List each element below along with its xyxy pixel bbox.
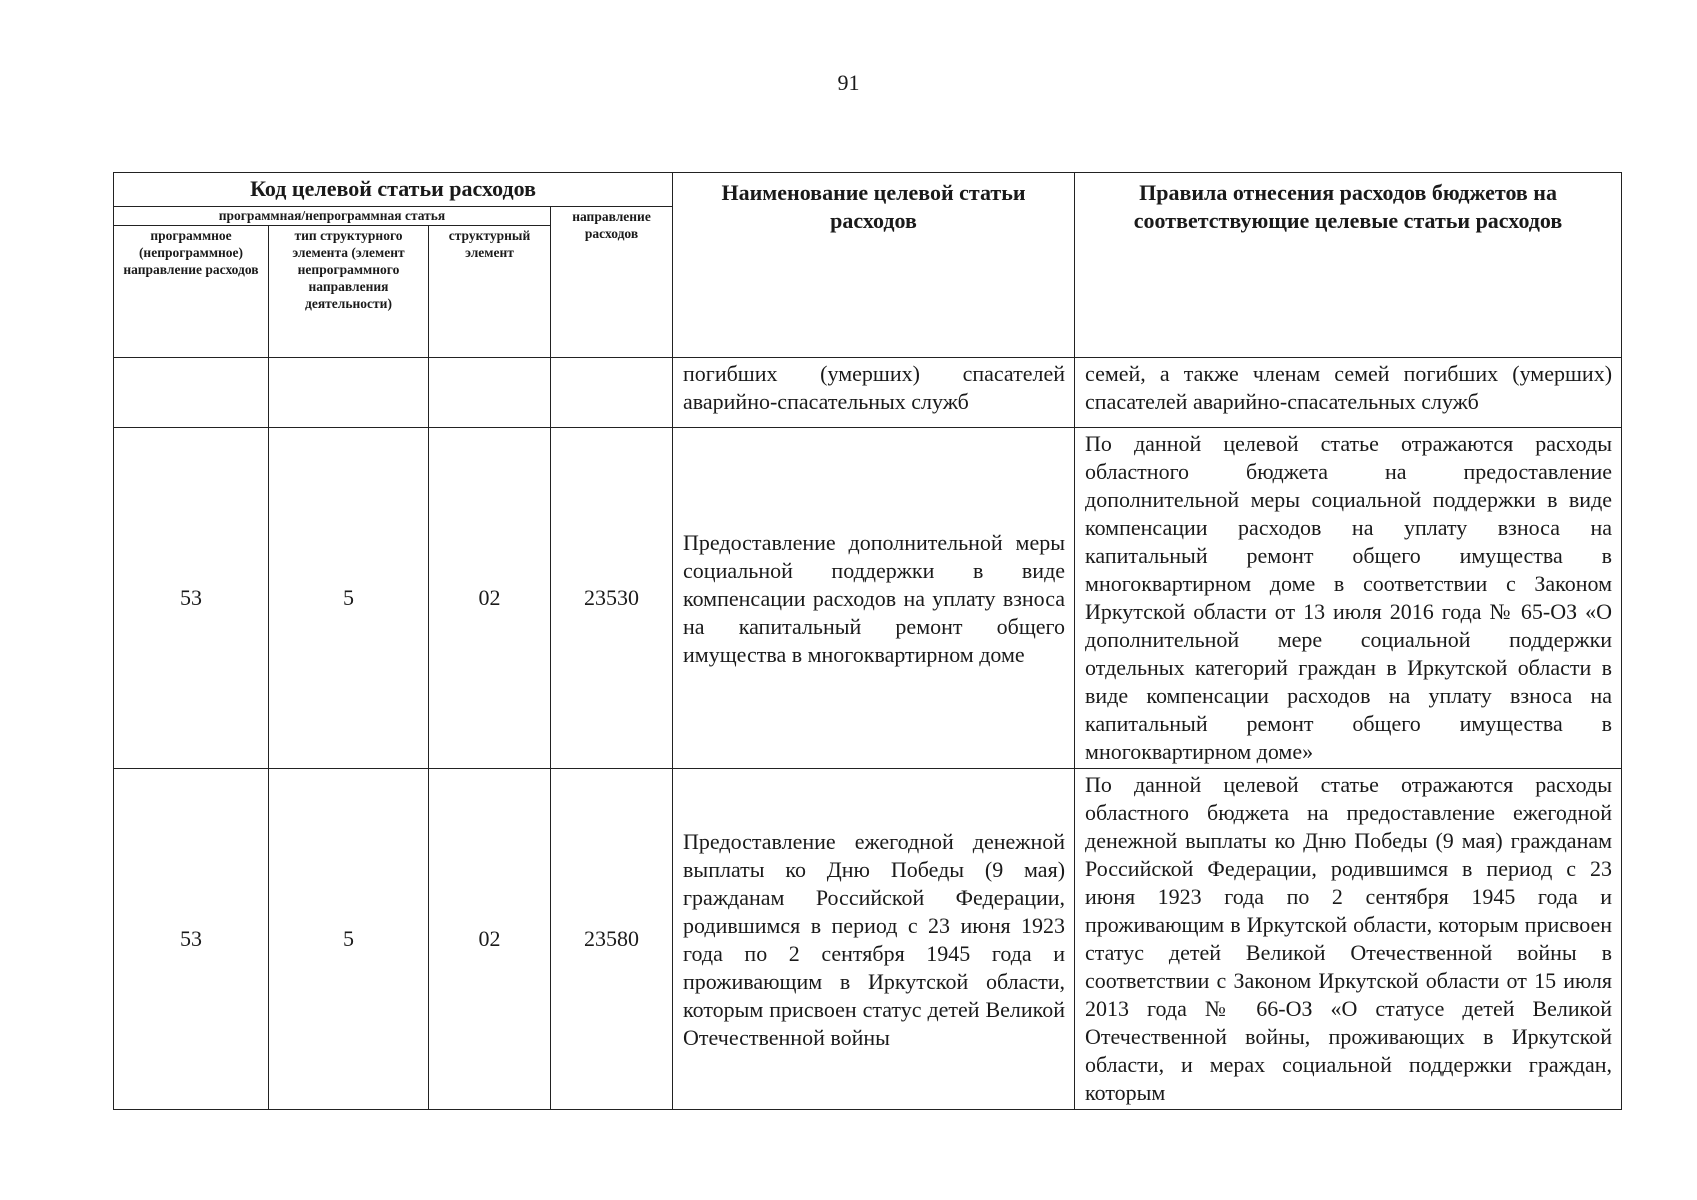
cell-direction: 23580 — [551, 769, 673, 1110]
cell-name: Предоставление дополнительной меры социальной поддержки в виде компенсации расходов на уплату взноса на капитальный ремонт общего имущества в многоквартирном доме — [673, 428, 1075, 769]
header-direction: направление расходов — [551, 207, 673, 358]
header-struct-type: тип структурного элемента (элемент непрограммного направления деятельности) — [269, 226, 429, 358]
header-struct-elem: структурный элемент — [429, 226, 551, 358]
page-number: 91 — [837, 70, 860, 95]
cell-struct-elem — [429, 357, 551, 427]
header-name: Наименование целевой статьи расходов — [673, 173, 1075, 358]
cell-rules: По данной целевой статье отражаются расходы областного бюджета на предоставление дополнительной меры социальной поддержки в виде компенсации расходов на уплату взноса на капитальный ремонт общего имущества в многоквартирном доме в соответствии с Законом Иркутской области от 13 июля 2016 года № 65-ОЗ «О дополнительной мере социальной поддержки отдельных категорий граждан в Иркутской области в виде компенсации расходов на уплату взноса на капитальный ремонт общего имущества в многоквартирном доме» — [1075, 428, 1622, 769]
cell-struct-type: 5 — [269, 428, 429, 769]
cell-struct-type: 5 — [269, 769, 429, 1110]
cell-rules: По данной целевой статье отражаются расходы областного бюджета на предоставление ежегодной денежной выплаты ко Дню Победы (9 мая) гражданам Российской Федерации, родившимся в период с 23 июня 1923 года по 2 сентября 1945 года и проживающим в Иркутской области, которым присвоен статус детей Великой Отечественной войны в соответствии с Законом Иркутской области от 15 июля 2013 года № 66-ОЗ «О статусе детей Великой Отечественной войны, проживающих в Иркутской области, и мерах социальной поддержки граждан, которым — [1075, 769, 1622, 1110]
cell-name: Предоставление ежегодной денежной выплаты ко Дню Победы (9 мая) гражданам Российской Федерации, родившимся в период с 23 июня 1923 года по 2 сентября 1945 года и проживающим в Иркутской области, которым присвоен статус детей Великой Отечественной войны — [673, 769, 1075, 1110]
table-row — [114, 769, 1622, 1110]
cell-rules: семей, а также членам семей погибших (умерших) спасателей аварийно-спасательных служб — [1075, 357, 1622, 427]
cell-program: 53 — [114, 428, 269, 769]
cell-direction: 23530 — [551, 428, 673, 769]
cell-struct-type — [269, 357, 429, 427]
header-program-group: программная/непрограммная статья — [114, 207, 551, 226]
cell-program — [114, 357, 269, 427]
header-code-group: Код целевой статьи расходов — [114, 173, 673, 207]
cell-program: 53 — [114, 769, 269, 1110]
cell-struct-elem: 02 — [429, 769, 551, 1110]
header-program: программное (непрограммное) направление расходов — [114, 226, 269, 358]
table-row — [114, 357, 1622, 427]
cell-direction — [551, 357, 673, 427]
budget-classification-table — [113, 172, 1622, 1110]
header-row-1 — [114, 173, 1622, 207]
header-rules: Правила отнесения расходов бюджетов на соответствующие целевые статьи расходов — [1075, 173, 1622, 358]
cell-struct-elem: 02 — [429, 428, 551, 769]
cell-name: погибших (умерших) спасателей аварийно-спасательных служб — [673, 357, 1075, 427]
table-row — [114, 428, 1622, 769]
